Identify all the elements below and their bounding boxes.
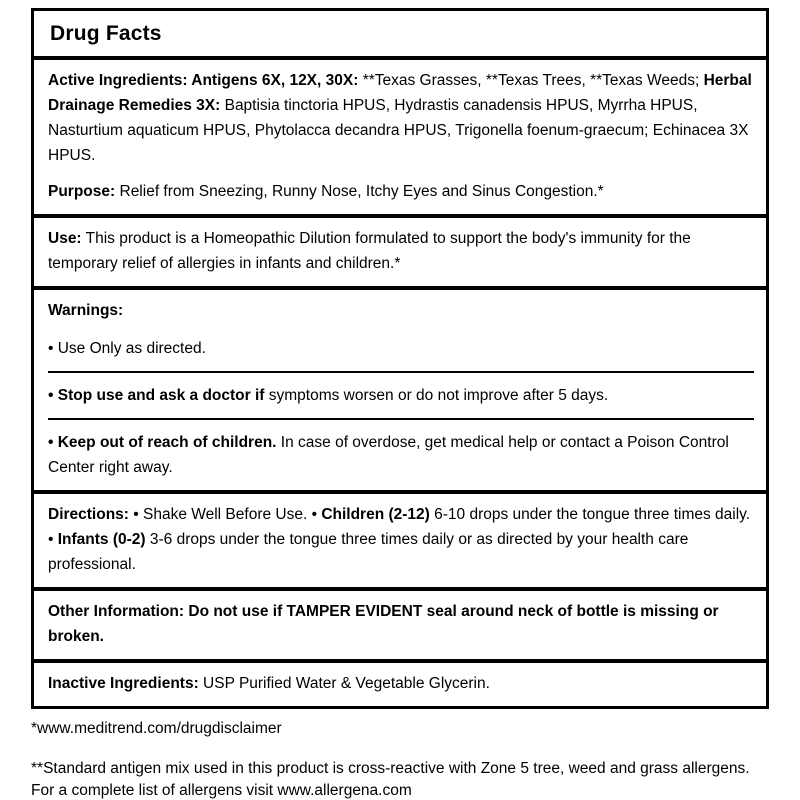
- purpose-paragraph: [48, 179, 754, 204]
- use-text: This product is a Homeopathic Dilution formulated to support the body's immunity for the temporary relief of allergies in infants and children.*: [48, 230, 691, 272]
- inactive-ingredients-text: USP Purified Water & Vegetable Glycerin.: [198, 675, 490, 692]
- drug-facts-title: Drug Facts: [50, 22, 162, 45]
- infants-dosage-label: Infants (0-2): [57, 531, 146, 548]
- purpose-text: Relief from Sneezing, Runny Nose, Itchy Eyes and Sinus Congestion.*: [115, 183, 604, 200]
- inactive-ingredients-paragraph: [48, 671, 754, 696]
- warning-bullet-stop-use: [48, 383, 754, 408]
- purpose-label: Purpose:: [48, 183, 116, 200]
- other-information-text: Do not use if TAMPER EVIDENT seal around neck of bottle is missing or broken.: [48, 603, 719, 645]
- warning-bullet-use-as-directed: • Use Only as directed.: [48, 340, 206, 357]
- inactive-ingredients-section: [34, 663, 766, 706]
- keep-out-of-reach-text: In case of overdose, get medical help or contact a Poison Control Center right away.: [48, 434, 729, 476]
- warning-divider: [48, 418, 754, 420]
- warnings-section: [34, 290, 766, 490]
- stop-use-text: symptoms worsen or do not improve after 5 days.: [264, 387, 609, 404]
- directions-shake-text: • Shake Well Before Use. •: [128, 506, 322, 523]
- herbal-remedies-text: Baptisia tinctoria HPUS, Hydrastis canadensis HPUS, Myrrha HPUS, Nasturtium aquaticum HPUS, Phytolacca decandra HPUS, Trigonella foenum-graecum; Echinacea 3X HPUS.: [48, 97, 749, 164]
- directions-section: [34, 494, 766, 587]
- active-ingredients-paragraph: [48, 68, 754, 168]
- infants-dosage-text: 3-6 drops under the tongue three times daily or as directed by your health care professional.: [48, 531, 689, 573]
- active-ingredients-section: [34, 60, 766, 214]
- other-information-section: [34, 591, 766, 659]
- directions-paragraph: [48, 502, 754, 577]
- use-label: Use:: [48, 230, 82, 247]
- keep-out-of-reach-label: • Keep out of reach of children.: [48, 434, 277, 451]
- allergen-footnote: **Standard antigen mix used in this product is cross-reactive with Zone 5 tree, weed and grass allergens. For a complete list of allergens visit www.allergena.com: [31, 760, 750, 799]
- active-ingredients-label: Active Ingredients: Antigens 6X, 12X, 30X:: [48, 72, 359, 89]
- warning-divider: [48, 371, 754, 373]
- directions-label: Directions:: [48, 506, 129, 523]
- warning-bullet-keep-out-of-reach: [48, 430, 754, 480]
- children-dosage-text: 6-10 drops under the tongue three times daily. •: [48, 506, 751, 548]
- other-information-paragraph: [48, 599, 754, 649]
- children-dosage-label: Children (2-12): [321, 506, 430, 523]
- active-ingredients-antigens-text: **Texas Grasses, **Texas Trees, **Texas Weeds;: [358, 72, 704, 89]
- inactive-ingredients-label: Inactive Ingredients:: [48, 675, 199, 692]
- herbal-remedies-label: Herbal Drainage Remedies 3X:: [48, 72, 752, 114]
- footnotes: [31, 718, 773, 800]
- warnings-heading: Warnings:: [48, 302, 124, 319]
- use-paragraph: [48, 226, 754, 276]
- drug-facts-panel: [31, 8, 769, 709]
- use-section: [34, 218, 766, 286]
- disclaimer-footnote: *www.meditrend.com/drugdisclaimer: [31, 720, 282, 737]
- stop-use-label: • Stop use and ask a doctor if: [48, 387, 265, 404]
- other-information-label: Other Information:: [48, 603, 185, 620]
